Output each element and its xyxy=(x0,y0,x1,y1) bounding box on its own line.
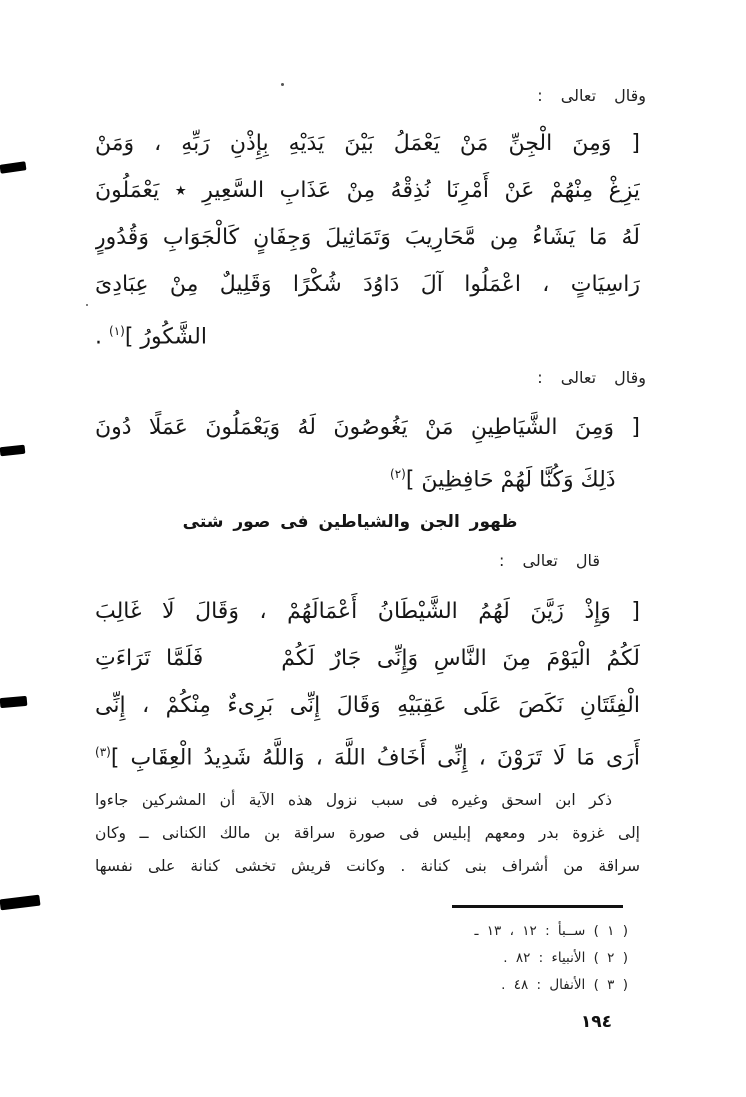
verse-last-line-text: أَرَى مَا لَا تَرَوْنَ ، إِنِّى أَخَافُ اللَّهَ ، وَاللَّهُ شَدِيدُ الْعِقَابِ ] xyxy=(110,745,640,771)
paragraph-line: إلى غزوة بدر ومعهم إبليس فى صورة سراقة بن مالك الكنانى ــ وكان xyxy=(95,824,640,842)
verse-line xyxy=(95,729,640,781)
scan-speck-2 xyxy=(86,304,88,306)
footnotes xyxy=(475,918,628,999)
footnote-3: ( ٣ ) الأنفال : ٤٨ . xyxy=(501,977,628,993)
quran-verse-2 xyxy=(95,404,640,503)
quote-intro-1: وقال تعالى : xyxy=(537,86,646,105)
verse-line: يَزِغْ مِنْهُمْ عَنْ أَمْرِنَا نُذِقْهُ مِنْ عَذَابِ السَّعِيرِ ٭ يَعْمَلُونَ xyxy=(95,178,640,203)
verse-line: [ وَمِنَ الشَّيَاطِينِ مَنْ يَغُوصُونَ لَهُ وَيَعْمَلُونَ عَمَلًا دُونَ xyxy=(95,415,640,440)
verse-last-line-text: ذَلِكَ وَكُنَّا لَهُمْ حَافِظِينَ ] xyxy=(405,467,616,493)
footnote-ref-2: (٢) xyxy=(390,467,406,481)
footnote-1: ( ١ ) ســبأ : ١٢ ، ١٣ ـ xyxy=(474,923,628,939)
quran-verse-1 xyxy=(95,120,640,360)
verse-last-line-text: الشَّكُورُ ] xyxy=(124,324,207,350)
quote-intro-2: وقال تعالى : xyxy=(537,368,646,387)
paragraph-line: سراقة من أشراف بنى كنانة . وكانت قريش تخشى كنانة على نفسها xyxy=(95,857,640,875)
verse-line: [ وَإِذْ زَيَّنَ لَهُمُ الشَّيْطَانُ أَعْمَالَهُمْ ، وَقَالَ لَا غَالِبَ xyxy=(95,599,640,624)
verse-line: الْفِئَتَانِ نَكَصَ عَلَى عَقِبَيْهِ وَقَالَ إِنِّى بَرِىءٌ مِنْكُمْ ، إِنِّى xyxy=(95,693,640,718)
verse-end-punct: . xyxy=(95,324,109,350)
scan-ink-mark-1 xyxy=(0,161,26,174)
scan-ink-mark-3 xyxy=(0,696,27,708)
page-number: ١٩٤ xyxy=(580,1012,612,1032)
verse-line xyxy=(95,451,640,503)
verse-line: لَكُمُ الْيَوْمَ مِنَ النَّاسِ وَإِنِّى جَارٌ لَكُمْ فَلَمَّا تَرَاءَتِ xyxy=(95,646,640,671)
verse-line: [ وَمِنَ الْجِنِّ مَنْ يَعْمَلُ بَيْنَ يَدَيْهِ بِإِذْنِ رَبِّهِ ، وَمَنْ xyxy=(95,131,640,156)
footnote-divider xyxy=(452,905,623,908)
footnote-2: ( ٢ ) الأنبياء : ٨٢ . xyxy=(503,950,628,966)
scan-ink-mark-2 xyxy=(0,445,25,457)
paragraph-line: ذكر ابن اسحق وغيره فى سبب نزول هذه الآية أن المشركين جاءوا xyxy=(95,791,612,809)
section-heading: ظهور الجن والشياطين فى صور شتى xyxy=(182,512,518,532)
quran-verse-3 xyxy=(95,588,640,781)
scan-ink-mark-4 xyxy=(0,895,41,911)
verse-line: رَاسِيَاتٍ ، اعْمَلُوا آلَ دَاوُدَ شُكْرًا وَقَلِيلٌ مِنْ عِبَادِىَ xyxy=(95,272,640,297)
footnote-ref-3: (٣) xyxy=(95,745,111,759)
footnote-ref-1: (١) xyxy=(109,324,125,338)
verse-line: لَهُ مَا يَشَاءُ مِن مَّحَارِيبَ وَتَمَاثِيلَ وَجِفَانٍ كَالْجَوَابِ وَقُدُورٍ xyxy=(95,225,640,250)
verse-line xyxy=(95,308,640,360)
narration-paragraph xyxy=(95,784,640,883)
quote-intro-3: قال تعالى : xyxy=(499,551,600,570)
scan-speck-1 xyxy=(281,83,284,86)
